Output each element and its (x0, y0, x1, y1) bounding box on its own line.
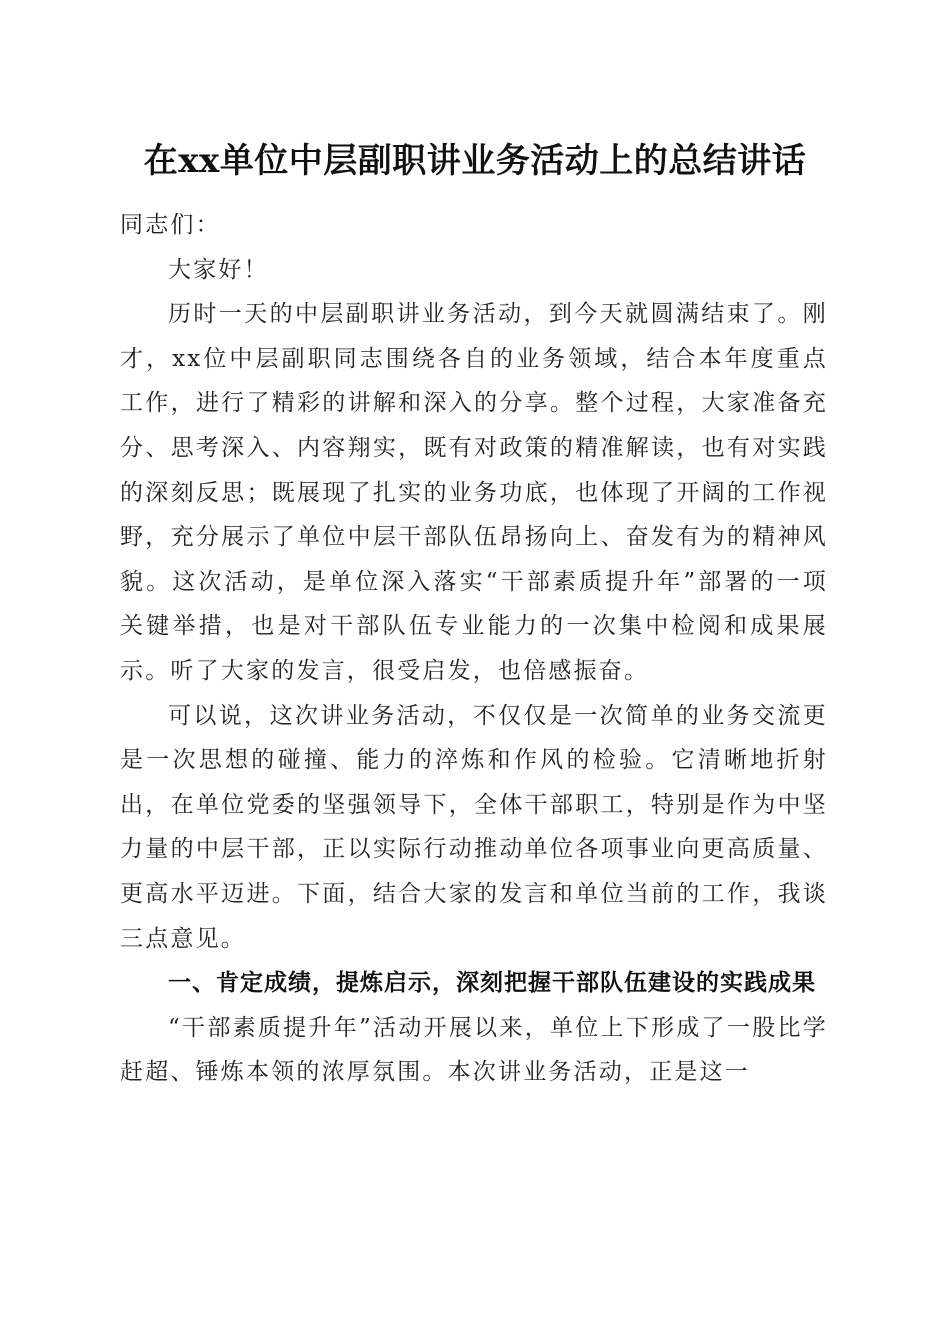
document-title: 在xx单位中层副职讲业务活动上的总结讲话 (143, 141, 807, 181)
section-paragraph: “干部素质提升年”活动开展以来，单位上下形成了一股比学赶超、锤炼本领的浓厚氛围。本次讲业务活动，正是这一 (120, 1014, 828, 1086)
greeting: 大家好！ (168, 256, 269, 283)
paragraph-2: 可以说，这次讲业务活动，不仅仅是一次简单的业务交流更是一次思想的碰撞、能力的淬炼和作风的检验。它清晰地折射出，在单位党委的坚强领导下，全体干部职工，特别是作为中坚力量的中层干部，正以实际行动推动单位各项事业向更高质量、更高水平迈进。下面，结合大家的发言和单位当前的工作，我谈三点意见。 (120, 702, 828, 952)
salutation: 同志们： (120, 212, 221, 238)
paragraph-1: 历时一天的中层副职讲业务活动，到今天就圆满结束了。刚才，xx位中层副职同志围绕各自的业务领域，结合本年度重点工作，进行了精彩的讲解和深入的分享。整个过程，大家准备充分、思考深入、内容翔实，既有对政策的精准解读，也有对实践的深刻反思；既展现了扎实的业务功底，也体现了开阔的工作视野，充分展示了单位中层干部队伍昂扬向上、奋发有为的精神风貌。这次活动，是单位深入落实“干部素质提升年”部署的一项关键举措，也是对干部队伍专业能力的一次集中检阅和成果展示。听了大家的发言，很受启发，也倍感振奋。 (120, 301, 828, 684)
document-body (120, 203, 828, 1095)
section-heading: 一、肯定成绩，提炼启示，深刻把握干部队伍建设的实践成果 (168, 970, 816, 997)
